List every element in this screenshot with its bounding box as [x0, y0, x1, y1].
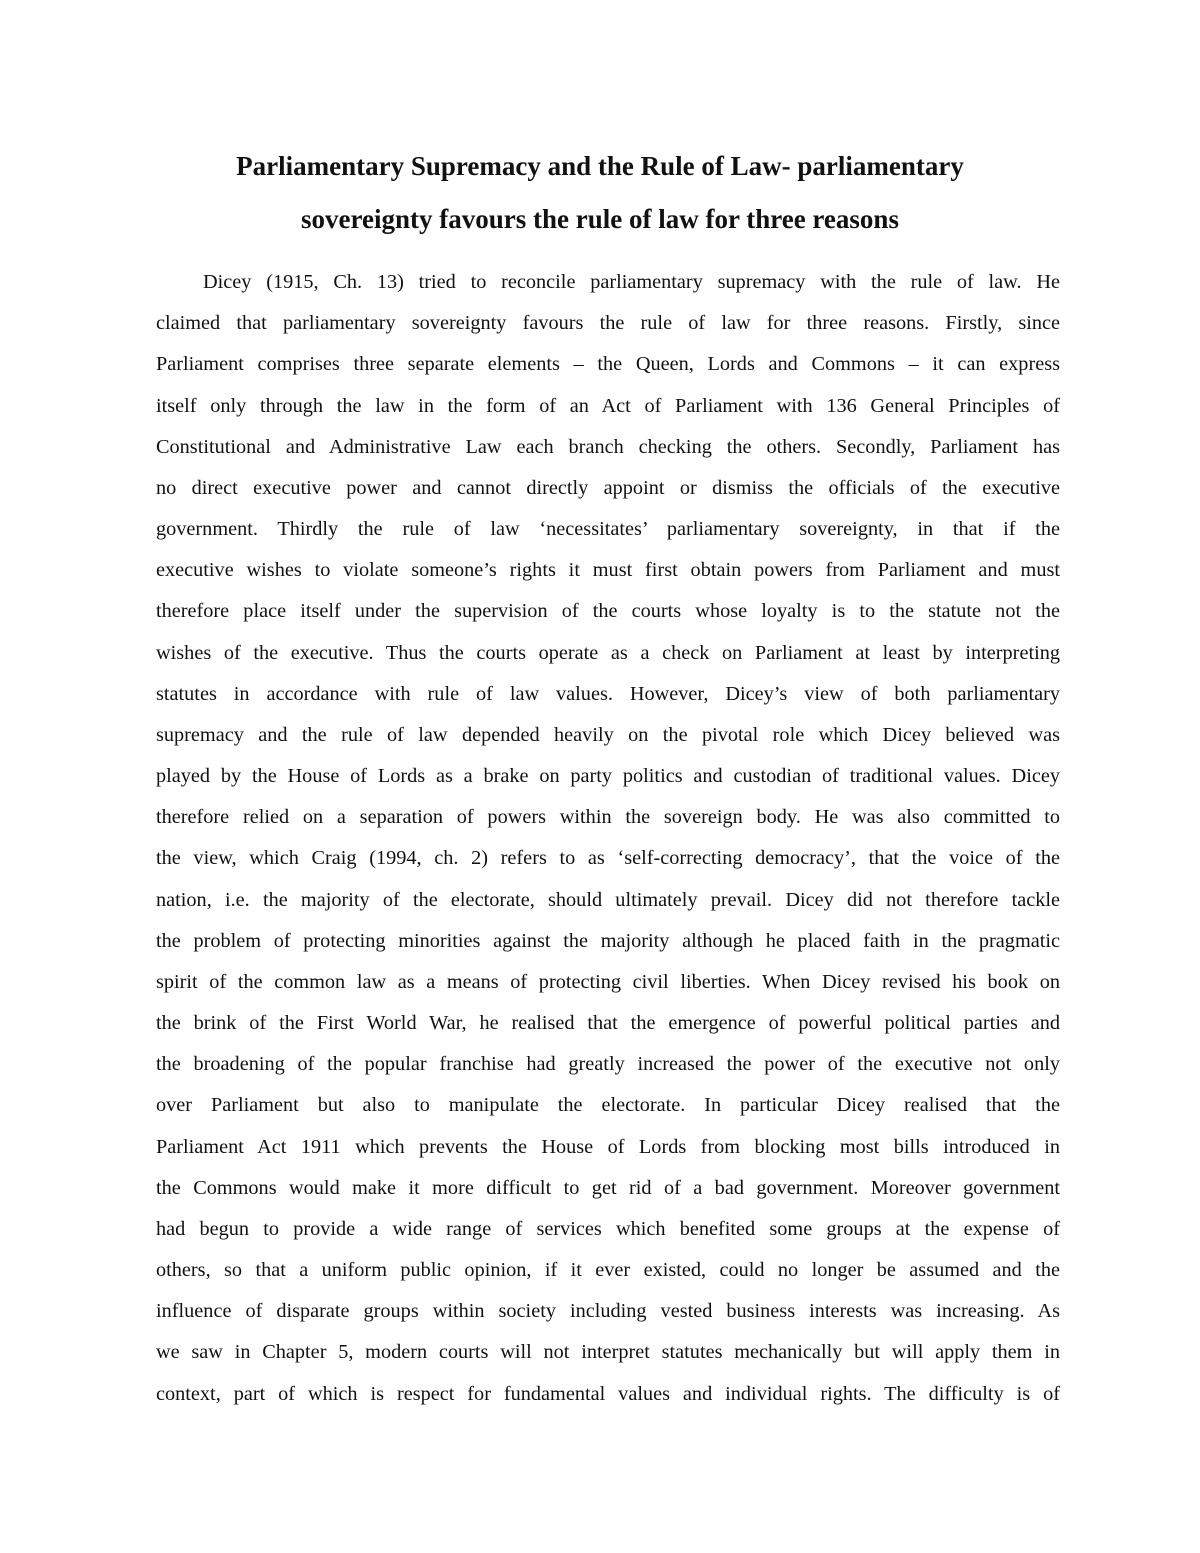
title-line-2: sovereignty favours the rule of law for three reasons	[301, 204, 899, 234]
title-line-1: Parliamentary Supremacy and the Rule of Law- parliamentary	[236, 151, 964, 181]
body-line: spirit of the common law as a means of protecting civil liberties. When Dicey revised his book on	[156, 970, 1060, 993]
body-line: therefore place itself under the supervision of the courts whose loyalty is to the statute not the	[156, 600, 1060, 623]
body-line: wishes of the executive. Thus the courts operate as a check on Parliament at least by interpreting	[156, 641, 1060, 664]
body-line: we saw in Chapter 5, modern courts will not interpret statutes mechanically but will apply them in	[156, 1341, 1060, 1364]
body-line: others, so that a uniform public opinion, if it ever existed, could no longer be assumed and the	[156, 1259, 1060, 1282]
body-line: had begun to provide a wide range of services which benefited some groups at the expense of	[156, 1217, 1060, 1240]
body-line: Dicey (1915, Ch. 13) tried to reconcile parliamentary supremacy with the rule of law. He	[203, 271, 1060, 293]
body-line: statutes in accordance with rule of law values. However, Dicey’s view of both parliamentary	[156, 682, 1060, 705]
body-line: claimed that parliamentary sovereignty favours the rule of law for three reasons. Firstly, since	[156, 312, 1060, 335]
body-line: Constitutional and Administrative Law each branch checking the others. Secondly, Parliament has	[156, 435, 1060, 458]
body-line: nation, i.e. the majority of the electorate, should ultimately prevail. Dicey did not therefore tackle	[156, 888, 1060, 911]
body-line: government. Thirdly the rule of law ‘necessitates’ parliamentary sovereignty, in that if the	[156, 518, 1060, 541]
body-line: supremacy and the rule of law depended heavily on the pivotal role which Dicey believed was	[156, 723, 1060, 746]
body-paragraph	[156, 262, 1060, 1415]
body-line: therefore relied on a separation of powers within the sovereign body. He was also committed to	[156, 806, 1060, 829]
body-line: played by the House of Lords as a brake on party politics and custodian of traditional values. Dicey	[156, 765, 1060, 788]
body-line: the brink of the First World War, he realised that the emergence of powerful political parties and	[156, 1012, 1060, 1035]
body-line: influence of disparate groups within society including vested business interests was increasing. As	[156, 1300, 1060, 1323]
body-line: Parliament comprises three separate elements – the Queen, Lords and Commons – it can express	[156, 353, 1060, 376]
body-line: no direct executive power and cannot directly appoint or dismiss the officials of the executive	[156, 476, 1060, 499]
body-line: the broadening of the popular franchise had greatly increased the power of the executive not only	[156, 1053, 1060, 1076]
body-line: itself only through the law in the form of an Act of Parliament with 136 General Principles of	[156, 394, 1060, 417]
body-line: the problem of protecting minorities against the majority although he placed faith in the pragmatic	[156, 929, 1060, 952]
body-line: the Commons would make it more difficult to get rid of a bad government. Moreover government	[156, 1176, 1060, 1199]
body-line: the view, which Craig (1994, ch. 2) refers to as ‘self-correcting democracy’, that the voice of the	[156, 847, 1060, 870]
body-line: executive wishes to violate someone’s rights it must first obtain powers from Parliament and must	[156, 559, 1060, 582]
body-line: context, part of which is respect for fundamental values and individual rights. The difficulty is of	[156, 1382, 1060, 1405]
document-title	[130, 140, 1070, 246]
body-line: over Parliament but also to manipulate the electorate. In particular Dicey realised that the	[156, 1094, 1060, 1117]
body-line: Parliament Act 1911 which prevents the House of Lords from blocking most bills introduced in	[156, 1135, 1060, 1158]
